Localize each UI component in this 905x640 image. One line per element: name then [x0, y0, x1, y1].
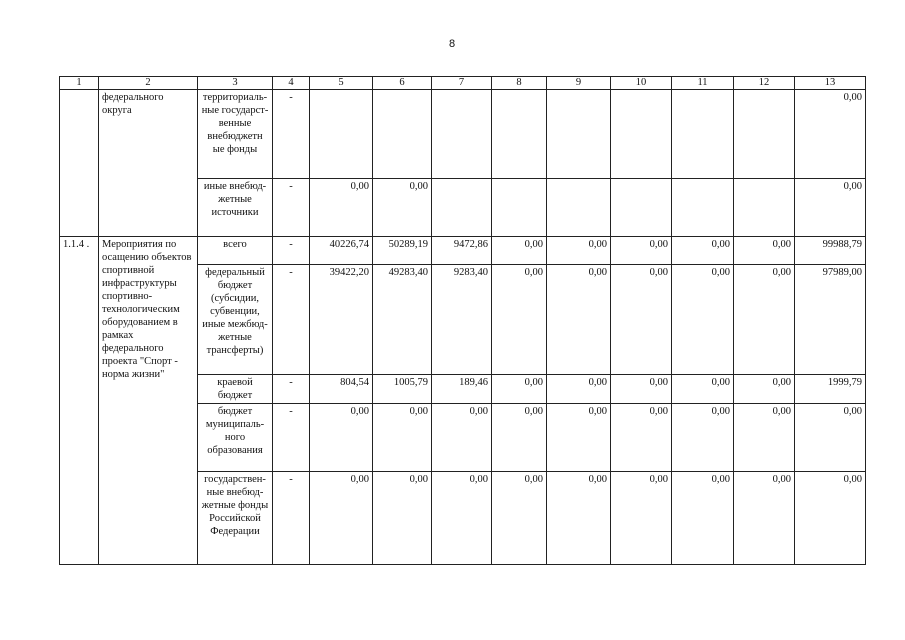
table-cell: 0,00	[432, 404, 492, 472]
table-cell: бюджет муниципаль-ного образования	[198, 404, 273, 472]
table-row	[60, 237, 866, 265]
table-cell: 0,00	[492, 237, 547, 265]
table-cell: 0,00	[672, 404, 734, 472]
table-cell: 0,00	[795, 472, 866, 565]
table-cell: 0,00	[611, 237, 672, 265]
table-cell: 0,00	[795, 179, 866, 237]
header-cell: 8	[492, 77, 547, 90]
table-cell: 0,00	[373, 404, 432, 472]
header-cell: 11	[672, 77, 734, 90]
table-cell: 0,00	[672, 375, 734, 404]
table-cell: 39422,20	[310, 265, 373, 375]
table-cell: 0,00	[734, 404, 795, 472]
table-cell: 0,00	[734, 472, 795, 565]
table-cell: 0,00	[611, 472, 672, 565]
table-cell: 99988,79	[795, 237, 866, 265]
table-cell: 0,00	[492, 375, 547, 404]
table-cell: 0,00	[310, 179, 373, 237]
table-cell: 0,00	[734, 375, 795, 404]
header-row	[60, 77, 866, 90]
table-cell	[432, 179, 492, 237]
table-cell: 0,00	[492, 472, 547, 565]
table-cell: -	[273, 472, 310, 565]
table-cell: 0,00	[547, 237, 611, 265]
table-cell	[373, 90, 432, 179]
table-cell: 9283,40	[432, 265, 492, 375]
table-cell: 804,54	[310, 375, 373, 404]
table-cell: 0,00	[672, 472, 734, 565]
table-cell: 0,00	[492, 265, 547, 375]
table-cell: всего	[198, 237, 273, 265]
table-cell	[547, 90, 611, 179]
table-cell: 0,00	[611, 375, 672, 404]
table-cell: 0,00	[734, 237, 795, 265]
table-cell: 97989,00	[795, 265, 866, 375]
header-cell: 5	[310, 77, 373, 90]
table-cell	[310, 90, 373, 179]
table-cell: 0,00	[547, 265, 611, 375]
table-cell: 0,00	[734, 265, 795, 375]
table-cell: государствен-ные внебюд-жетные фонды Российской Федерации	[198, 472, 273, 565]
table-cell	[672, 90, 734, 179]
header-cell: 3	[198, 77, 273, 90]
table-cell: 0,00	[310, 472, 373, 565]
table-cell	[672, 179, 734, 237]
header-cell: 1	[60, 77, 99, 90]
table-row	[60, 90, 866, 179]
table-cell: 40226,74	[310, 237, 373, 265]
header-cell: 10	[611, 77, 672, 90]
table-cell: -	[273, 237, 310, 265]
table-cell	[734, 179, 795, 237]
table-cell: 0,00	[672, 237, 734, 265]
table-cell	[432, 90, 492, 179]
table-cell: 189,46	[432, 375, 492, 404]
table-cell: 0,00	[672, 265, 734, 375]
header-cell: 4	[273, 77, 310, 90]
table-cell	[611, 179, 672, 237]
table-cell	[492, 90, 547, 179]
table-cell: Мероприятия по осащению объектов спортивной инфраструктуры спортивно-технологическим оборудованием в рамках федерального проекта "Спорт - норма жизни"	[99, 237, 198, 565]
header-cell: 2	[99, 77, 198, 90]
budget-table	[59, 76, 866, 565]
table-cell: 0,00	[795, 404, 866, 472]
table-cell: федеральный бюджет (субсидии, субвенции, иные межбюд-жетные трансферты)	[198, 265, 273, 375]
table-cell: 50289,19	[373, 237, 432, 265]
table-cell: 1999,79	[795, 375, 866, 404]
table-cell: иные внебюд-жетные источники	[198, 179, 273, 237]
table-cell: 0,00	[432, 472, 492, 565]
table-cell: 0,00	[547, 472, 611, 565]
table-cell: краевой бюджет	[198, 375, 273, 404]
table-cell: -	[273, 404, 310, 472]
table-cell: -	[273, 265, 310, 375]
table-cell: 0,00	[611, 404, 672, 472]
table-cell: 0,00	[611, 265, 672, 375]
table-cell: 0,00	[373, 179, 432, 237]
table-cell: федерального округа	[99, 90, 198, 237]
table-cell: 0,00	[547, 404, 611, 472]
table-cell: 0,00	[373, 472, 432, 565]
table-cell: 0,00	[795, 90, 866, 179]
table-cell: -	[273, 90, 310, 179]
table-cell: -	[273, 179, 310, 237]
page-number: 8	[448, 38, 456, 50]
table-cell	[547, 179, 611, 237]
table-cell: 1005,79	[373, 375, 432, 404]
header-cell: 6	[373, 77, 432, 90]
table-cell: 1.1.4 .	[60, 237, 99, 565]
table-cell: 0,00	[492, 404, 547, 472]
table-cell	[492, 179, 547, 237]
header-cell: 13	[795, 77, 866, 90]
table-cell	[734, 90, 795, 179]
table-cell	[611, 90, 672, 179]
table-cell	[60, 90, 99, 237]
table-cell: 49283,40	[373, 265, 432, 375]
header-cell: 12	[734, 77, 795, 90]
table-cell: 0,00	[310, 404, 373, 472]
table-cell: территориаль-ные государст-венные внебюджетн ые фонды	[198, 90, 273, 179]
header-cell: 7	[432, 77, 492, 90]
header-cell: 9	[547, 77, 611, 90]
table-cell: 0,00	[547, 375, 611, 404]
table-cell: -	[273, 375, 310, 404]
table-cell: 9472,86	[432, 237, 492, 265]
